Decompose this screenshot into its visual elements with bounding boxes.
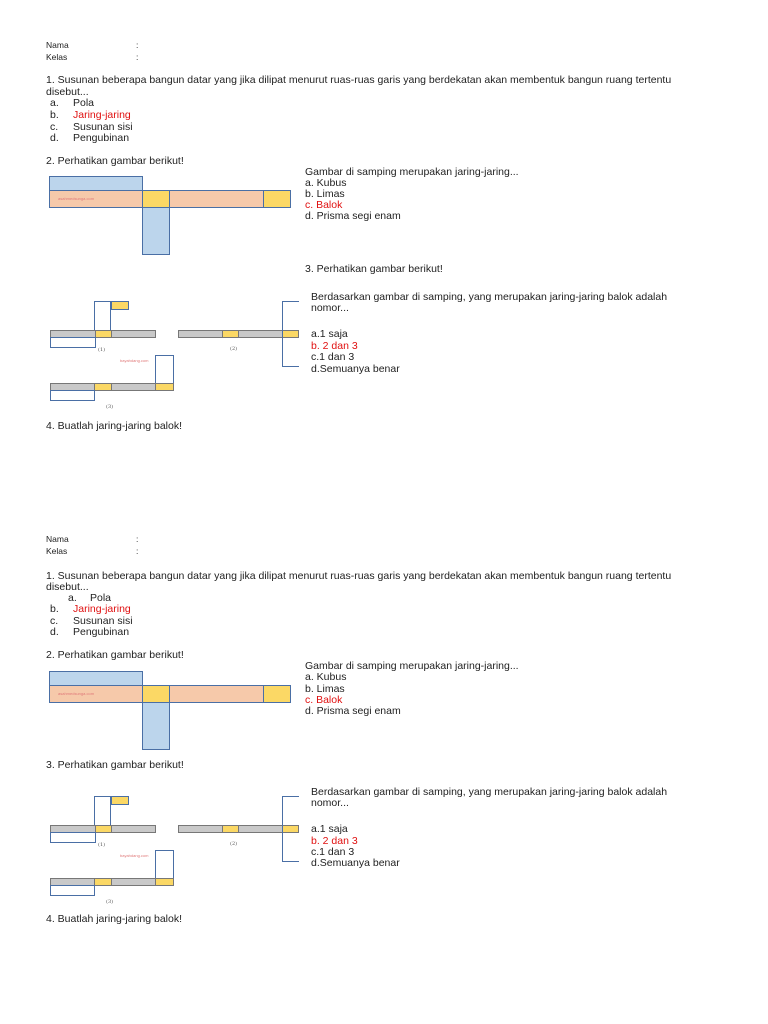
q2-prompt: 2. Perhatikan gambar berikut! xyxy=(46,649,184,661)
net3-top-face xyxy=(155,850,174,879)
net-face-side-left xyxy=(142,190,170,208)
q2-option-c: c. Balok xyxy=(305,199,343,211)
net2-strip-d xyxy=(282,825,299,833)
net3-label: (3) xyxy=(106,404,114,410)
nama-label: Nama xyxy=(46,40,69,50)
q2-option-b: b. Limas xyxy=(305,683,345,695)
net2-strip-b xyxy=(222,330,239,338)
net2-strip-a xyxy=(178,330,223,338)
q2-question: Gambar di samping merupakan jaring-jaring... xyxy=(305,660,519,672)
q3-option-a: a.1 saja xyxy=(311,328,348,340)
net3-strip-b xyxy=(94,878,112,886)
q2-watermark: asahmedsunga.com xyxy=(58,691,95,696)
q2-net-figure xyxy=(48,176,292,256)
net1-label: (1) xyxy=(98,347,106,353)
q4-prompt: 4. Buatlah jaring-jaring balok! xyxy=(46,913,182,925)
net2-vertical-line xyxy=(282,301,283,367)
net-fold-line xyxy=(142,671,143,686)
net1-bottom-face xyxy=(50,832,96,843)
q1-text-line2: disebut... xyxy=(46,581,89,593)
q3-option-d: d.Semuanya benar xyxy=(311,363,400,375)
kelas-label: Kelas xyxy=(46,546,68,556)
net2-strip-a xyxy=(178,825,223,833)
q3-option-a: a.1 saja xyxy=(311,823,348,835)
net3-label: (3) xyxy=(106,899,114,905)
net1-lid xyxy=(111,301,129,310)
net3-top-face xyxy=(155,355,174,384)
q3-watermark: bayahdang.com xyxy=(120,358,149,363)
net-face-bottom xyxy=(142,702,170,750)
net1-label: (1) xyxy=(98,842,106,848)
net2-vertical-line xyxy=(282,796,283,862)
net1-strip-b xyxy=(95,330,112,338)
q2-option-d: d. Prisma segi enam xyxy=(305,705,401,717)
net2-bottom-tick xyxy=(282,366,299,367)
net3-strip-b xyxy=(94,383,112,391)
q1-text-line1: 1. Susunan beberapa bangun datar yang jika dilipat menurut ruas-ruas garis yang berdekatan akan membentuk bangun ruang tertentu xyxy=(46,74,672,86)
nama-colon: : xyxy=(136,534,139,544)
q2-option-c: c. Balok xyxy=(305,694,343,706)
net1-strip-c xyxy=(111,330,156,338)
q4-prompt: 4. Buatlah jaring-jaring balok! xyxy=(46,420,182,432)
q2-net-figure xyxy=(48,671,292,751)
net2-top-tick xyxy=(282,301,299,302)
net1-strip-c xyxy=(111,825,156,833)
q3-question-line1: Berdasarkan gambar di samping, yang merupakan jaring-jaring balok adalah xyxy=(311,291,668,303)
q3-figure xyxy=(48,795,303,907)
net2-top-tick xyxy=(282,796,299,797)
q2-option-a: a. Kubus xyxy=(305,671,347,683)
net3-strip-c xyxy=(111,383,156,391)
q3-option-b: b. 2 dan 3 xyxy=(311,835,358,847)
net1-bottom-face xyxy=(50,337,96,348)
kelas-label: Kelas xyxy=(46,52,68,62)
net-face-top xyxy=(49,176,143,191)
kelas-colon: : xyxy=(136,546,139,556)
net-fold-line xyxy=(142,176,143,191)
net-face-side-right xyxy=(263,190,291,208)
q3-watermark: bayahdang.com xyxy=(120,853,149,858)
q2-option-d: d. Prisma segi enam xyxy=(305,210,401,222)
net2-label: (2) xyxy=(230,841,238,847)
net2-strip-b xyxy=(222,825,239,833)
q1-text-line2: disebut... xyxy=(46,86,89,98)
net-face-side-right xyxy=(263,685,291,703)
q2-watermark: asahmedsunga.com xyxy=(58,196,95,201)
net2-label: (2) xyxy=(230,346,238,352)
q3-option-b: b. 2 dan 3 xyxy=(311,340,358,352)
q3-question-line2: nomor... xyxy=(311,302,349,314)
q3-question-line1: Berdasarkan gambar di samping, yang merupakan jaring-jaring balok adalah xyxy=(311,786,668,798)
net-face-back xyxy=(169,685,264,703)
net1-top-face xyxy=(94,301,111,331)
net3-bottom-face xyxy=(50,390,95,401)
q3-option-c: c.1 dan 3 xyxy=(311,846,355,858)
net3-strip-d xyxy=(155,878,174,886)
nama-colon: : xyxy=(136,40,139,50)
net1-top-face xyxy=(94,796,111,826)
q2-option-b: b. Limas xyxy=(305,188,345,200)
q3-figure xyxy=(48,300,303,412)
q2-option-a: a. Kubus xyxy=(305,177,347,189)
net2-strip-c xyxy=(238,825,283,833)
q3-prompt: 3. Perhatikan gambar berikut! xyxy=(46,759,184,771)
q3-option-d: d.Semuanya benar xyxy=(311,857,400,869)
net2-bottom-tick xyxy=(282,861,299,862)
net2-strip-d xyxy=(282,330,299,338)
q1-text-line1: 1. Susunan beberapa bangun datar yang jika dilipat menurut ruas-ruas garis yang berdekatan akan membentuk bangun ruang tertentu xyxy=(46,570,672,582)
net1-strip-b xyxy=(95,825,112,833)
q2-question: Gambar di samping merupakan jaring-jaring... xyxy=(305,166,519,178)
nama-label: Nama xyxy=(46,534,69,544)
q3-prompt: 3. Perhatikan gambar berikut! xyxy=(305,263,443,275)
net3-strip-d xyxy=(155,383,174,391)
q3-option-c: c.1 dan 3 xyxy=(311,351,355,363)
q2-prompt: 2. Perhatikan gambar berikut! xyxy=(46,155,184,167)
q3-question-line2: nomor... xyxy=(311,797,349,809)
net2-strip-c xyxy=(238,330,283,338)
net3-bottom-face xyxy=(50,885,95,896)
kelas-colon: : xyxy=(136,52,139,62)
net-face-bottom xyxy=(142,207,170,255)
net1-lid xyxy=(111,796,129,805)
net3-strip-c xyxy=(111,878,156,886)
net-face-back xyxy=(169,190,264,208)
net-face-side-left xyxy=(142,685,170,703)
net-face-top xyxy=(49,671,143,686)
